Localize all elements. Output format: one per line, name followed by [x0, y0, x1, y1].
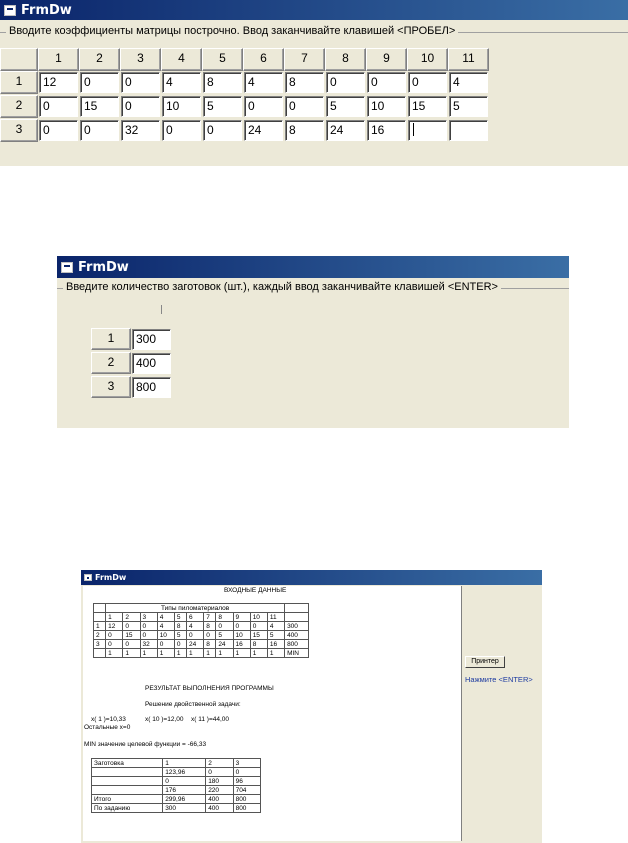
result-header: 1 — [163, 759, 206, 768]
result-cell: 123,96 — [163, 768, 206, 777]
result-table-grid — [91, 758, 261, 813]
matrix-cell-input[interactable]: 0 — [121, 96, 160, 117]
column-header: 1 — [106, 613, 123, 622]
title-bar[interactable] — [81, 570, 542, 585]
matrix-value: 4 — [157, 622, 174, 631]
column-header: 6 — [187, 613, 204, 622]
matrix-value: 12 — [106, 622, 123, 631]
column-header: 9 — [366, 48, 407, 71]
result-cell: 800 — [233, 804, 260, 813]
column-header: 5 — [202, 48, 243, 71]
column-header: 6 — [243, 48, 284, 71]
window-matrix-input — [0, 0, 628, 166]
row-header: 1 — [91, 328, 131, 350]
row-header: 3 — [0, 119, 38, 142]
result-header: 3 — [233, 759, 260, 768]
rhs-value: 400 — [285, 631, 309, 640]
matrix-cell-input[interactable]: 5 — [203, 96, 242, 117]
matrix-cell-input[interactable]: 24 — [326, 120, 365, 141]
input-data-table-grid — [93, 603, 309, 658]
matrix-cell-input[interactable]: 0 — [39, 120, 78, 141]
matrix-cell-input[interactable]: 0 — [367, 72, 406, 93]
matrix-value: 5 — [216, 631, 233, 640]
matrix-value: 10 — [233, 631, 250, 640]
input-heading: ВХОДНЫЕ ДАННЫЕ — [224, 587, 287, 594]
group-label: Введите количество заготовок (шт.), каждый ввод заканчивайте клавишей <ENTER> — [63, 281, 501, 293]
result-cell: По заданию — [92, 804, 163, 813]
matrix-value: 8 — [204, 622, 216, 631]
matrix-value: 0 — [140, 631, 157, 640]
matrix-cell-input[interactable] — [449, 120, 488, 141]
row-header: 1 — [0, 71, 38, 94]
matrix-cell-input[interactable]: 12 — [39, 72, 78, 93]
column-header: 5 — [174, 613, 186, 622]
matrix-value: 1 — [216, 649, 233, 658]
result-cell: 220 — [206, 786, 233, 795]
matrix-value: 16 — [233, 640, 250, 649]
result-cell: 400 — [206, 795, 233, 804]
matrix-cell-input[interactable]: 5 — [449, 96, 488, 117]
matrix-value: 4 — [187, 622, 204, 631]
matrix-cell-input[interactable]: 8 — [203, 72, 242, 93]
row-header: 2 — [91, 352, 131, 374]
matrix-value: 0 — [187, 631, 204, 640]
result-cell: 96 — [233, 777, 260, 786]
rest-x-text: Остальные x=0 — [84, 724, 131, 731]
matrix-value: 8 — [174, 622, 186, 631]
rhs-value: MIN — [285, 649, 309, 658]
matrix-value: 0 — [216, 622, 233, 631]
matrix-cell-input[interactable]: 0 — [285, 96, 324, 117]
matrix-cell-input[interactable]: 8 — [285, 72, 324, 93]
matrix-cell-input[interactable]: 16 — [367, 120, 406, 141]
types-heading: Типы пиломатериалов — [106, 604, 285, 613]
matrix-cell-input[interactable]: 4 — [162, 72, 201, 93]
column-header: 3 — [140, 613, 157, 622]
row-label: 1 — [94, 622, 106, 631]
matrix-cell-input[interactable]: 0 — [80, 120, 119, 141]
matrix-value: 0 — [123, 640, 140, 649]
matrix-value: 1 — [267, 649, 284, 658]
matrix-cell-input[interactable]: 4 — [449, 72, 488, 93]
matrix-value: 32 — [140, 640, 157, 649]
matrix-value: 1 — [250, 649, 267, 658]
column-header: 11 — [267, 613, 284, 622]
column-header: 7 — [284, 48, 325, 71]
column-header: 2 — [79, 48, 120, 71]
matrix-value: 0 — [140, 622, 157, 631]
printer-button[interactable]: Принтер — [465, 656, 505, 668]
row-header: 2 — [0, 95, 38, 118]
matrix-value: 0 — [106, 640, 123, 649]
matrix-cell-input[interactable]: 0 — [244, 96, 283, 117]
min-value-text: MIN значение целевой функции = -66,33 — [84, 741, 207, 748]
quantity-input[interactable]: 400 — [132, 353, 171, 374]
matrix-value: 8 — [250, 640, 267, 649]
matrix-value: 1 — [174, 649, 186, 658]
group-label: Вводите коэффициенты матрицы построчно. Ввод заканчивайте клавишей <ПРОБЕЛ> — [6, 25, 458, 37]
matrix-value: 5 — [174, 631, 186, 640]
matrix-value: 0 — [123, 622, 140, 631]
result-cell: 180 — [206, 777, 233, 786]
x1-value: x( 1 )=10,33 — [91, 716, 126, 723]
matrix-cell-input[interactable]: 0 — [80, 72, 119, 93]
matrix-value: 8 — [204, 640, 216, 649]
column-header: 4 — [157, 613, 174, 622]
row-label: 2 — [94, 631, 106, 640]
matrix-value: 16 — [267, 640, 284, 649]
matrix-cell-input[interactable]: 0 — [408, 72, 447, 93]
matrix-cell-input[interactable]: 0 — [121, 72, 160, 93]
matrix-value: 10 — [157, 631, 174, 640]
matrix-value: 15 — [250, 631, 267, 640]
matrix-cell-input[interactable]: 10 — [367, 96, 406, 117]
window-quantity-input — [57, 256, 569, 428]
result-cell: 704 — [233, 786, 260, 795]
window-title: FrmDw — [95, 573, 127, 582]
matrix-value: 5 — [267, 631, 284, 640]
empty-cell — [94, 604, 106, 613]
enter-hint: Нажмите <ENTER> — [465, 675, 533, 684]
matrix-value: 1 — [157, 649, 174, 658]
matrix-cell-input[interactable]: 32 — [121, 120, 160, 141]
matrix-cell-input[interactable]: 15 — [80, 96, 119, 117]
result-cell: 0 — [206, 768, 233, 777]
rhs-value: 300 — [285, 622, 309, 631]
matrix-value: 1 — [204, 649, 216, 658]
matrix-cell-input[interactable]: 0 — [39, 96, 78, 117]
matrix-cell-input[interactable]: 0 — [326, 72, 365, 93]
corner-header — [0, 48, 38, 71]
result-heading: РЕЗУЛЬТАТ ВЫПОЛНЕНИЯ ПРОГРАММЫ — [145, 685, 274, 692]
pane-divider — [461, 586, 462, 841]
matrix-value: 24 — [216, 640, 233, 649]
matrix-value: 1 — [123, 649, 140, 658]
result-cell: Итого — [92, 795, 163, 804]
matrix-cell-input[interactable]: 10 — [162, 96, 201, 117]
text-caret — [413, 123, 414, 136]
title-bar[interactable] — [0, 0, 628, 20]
matrix-value: 1 — [187, 649, 204, 658]
column-header: 3 — [120, 48, 161, 71]
matrix-value: 0 — [157, 640, 174, 649]
rhs-value: 800 — [285, 640, 309, 649]
matrix-value: 1 — [233, 649, 250, 658]
title-bar[interactable] — [57, 256, 569, 278]
result-header: 2 — [206, 759, 233, 768]
result-cell: 300 — [163, 804, 206, 813]
result-cell: 299,96 — [163, 795, 206, 804]
matrix-value: 15 — [123, 631, 140, 640]
empty-cell — [94, 613, 106, 622]
column-header: 8 — [325, 48, 366, 71]
x10-value: x( 10 )=12,00 — [145, 716, 184, 723]
column-header: 10 — [407, 48, 448, 71]
result-cell: 400 — [206, 804, 233, 813]
app-icon — [4, 5, 16, 16]
result-cell: 800 — [233, 795, 260, 804]
column-header: 7 — [204, 613, 216, 622]
matrix-cell-input[interactable]: 4 — [244, 72, 283, 93]
matrix-value: 0 — [174, 640, 186, 649]
x11-value: x( 11 )=44,00 — [191, 716, 230, 723]
dual-heading: Решение двойственной задачи: — [145, 701, 241, 708]
matrix-value: 0 — [233, 622, 250, 631]
app-icon — [61, 262, 73, 273]
column-header: 9 — [233, 613, 250, 622]
column-header: 11 — [448, 48, 489, 71]
column-header: 4 — [161, 48, 202, 71]
column-header: 2 — [123, 613, 140, 622]
column-header: 10 — [250, 613, 267, 622]
matrix-cell-input[interactable]: 15 — [408, 96, 447, 117]
column-header: 8 — [216, 613, 233, 622]
empty-cell — [285, 613, 309, 622]
result-cell — [92, 768, 163, 777]
result-header: Заготовка — [92, 759, 163, 768]
row-label: 3 — [94, 640, 106, 649]
matrix-value: 4 — [267, 622, 284, 631]
matrix-value: 0 — [204, 631, 216, 640]
matrix-value: 0 — [106, 631, 123, 640]
matrix-cell-input[interactable]: 0 — [162, 120, 201, 141]
matrix-value: 1 — [106, 649, 123, 658]
result-cell: 176 — [163, 786, 206, 795]
row-label — [94, 649, 106, 658]
quantity-input[interactable]: 800 — [132, 377, 171, 398]
result-cell: 0 — [233, 768, 260, 777]
matrix-value: 0 — [250, 622, 267, 631]
text-cursor — [161, 305, 162, 314]
window-title: FrmDw — [78, 259, 129, 275]
matrix-value: 1 — [140, 649, 157, 658]
matrix-value: 24 — [187, 640, 204, 649]
result-cell: 0 — [163, 777, 206, 786]
matrix-cell-input[interactable]: 5 — [326, 96, 365, 117]
matrix-cell-input[interactable]: 8 — [285, 120, 324, 141]
result-cell — [92, 786, 163, 795]
row-header: 3 — [91, 376, 131, 398]
result-cell — [92, 777, 163, 786]
quantity-input[interactable]: 300 — [132, 329, 171, 350]
window-title: FrmDw — [21, 2, 72, 18]
empty-cell — [285, 604, 309, 613]
matrix-cell-input[interactable]: 0 — [203, 120, 242, 141]
app-icon — [84, 574, 92, 581]
window-results — [81, 570, 542, 843]
column-header: 1 — [38, 48, 79, 71]
matrix-cell-input[interactable]: 24 — [244, 120, 283, 141]
